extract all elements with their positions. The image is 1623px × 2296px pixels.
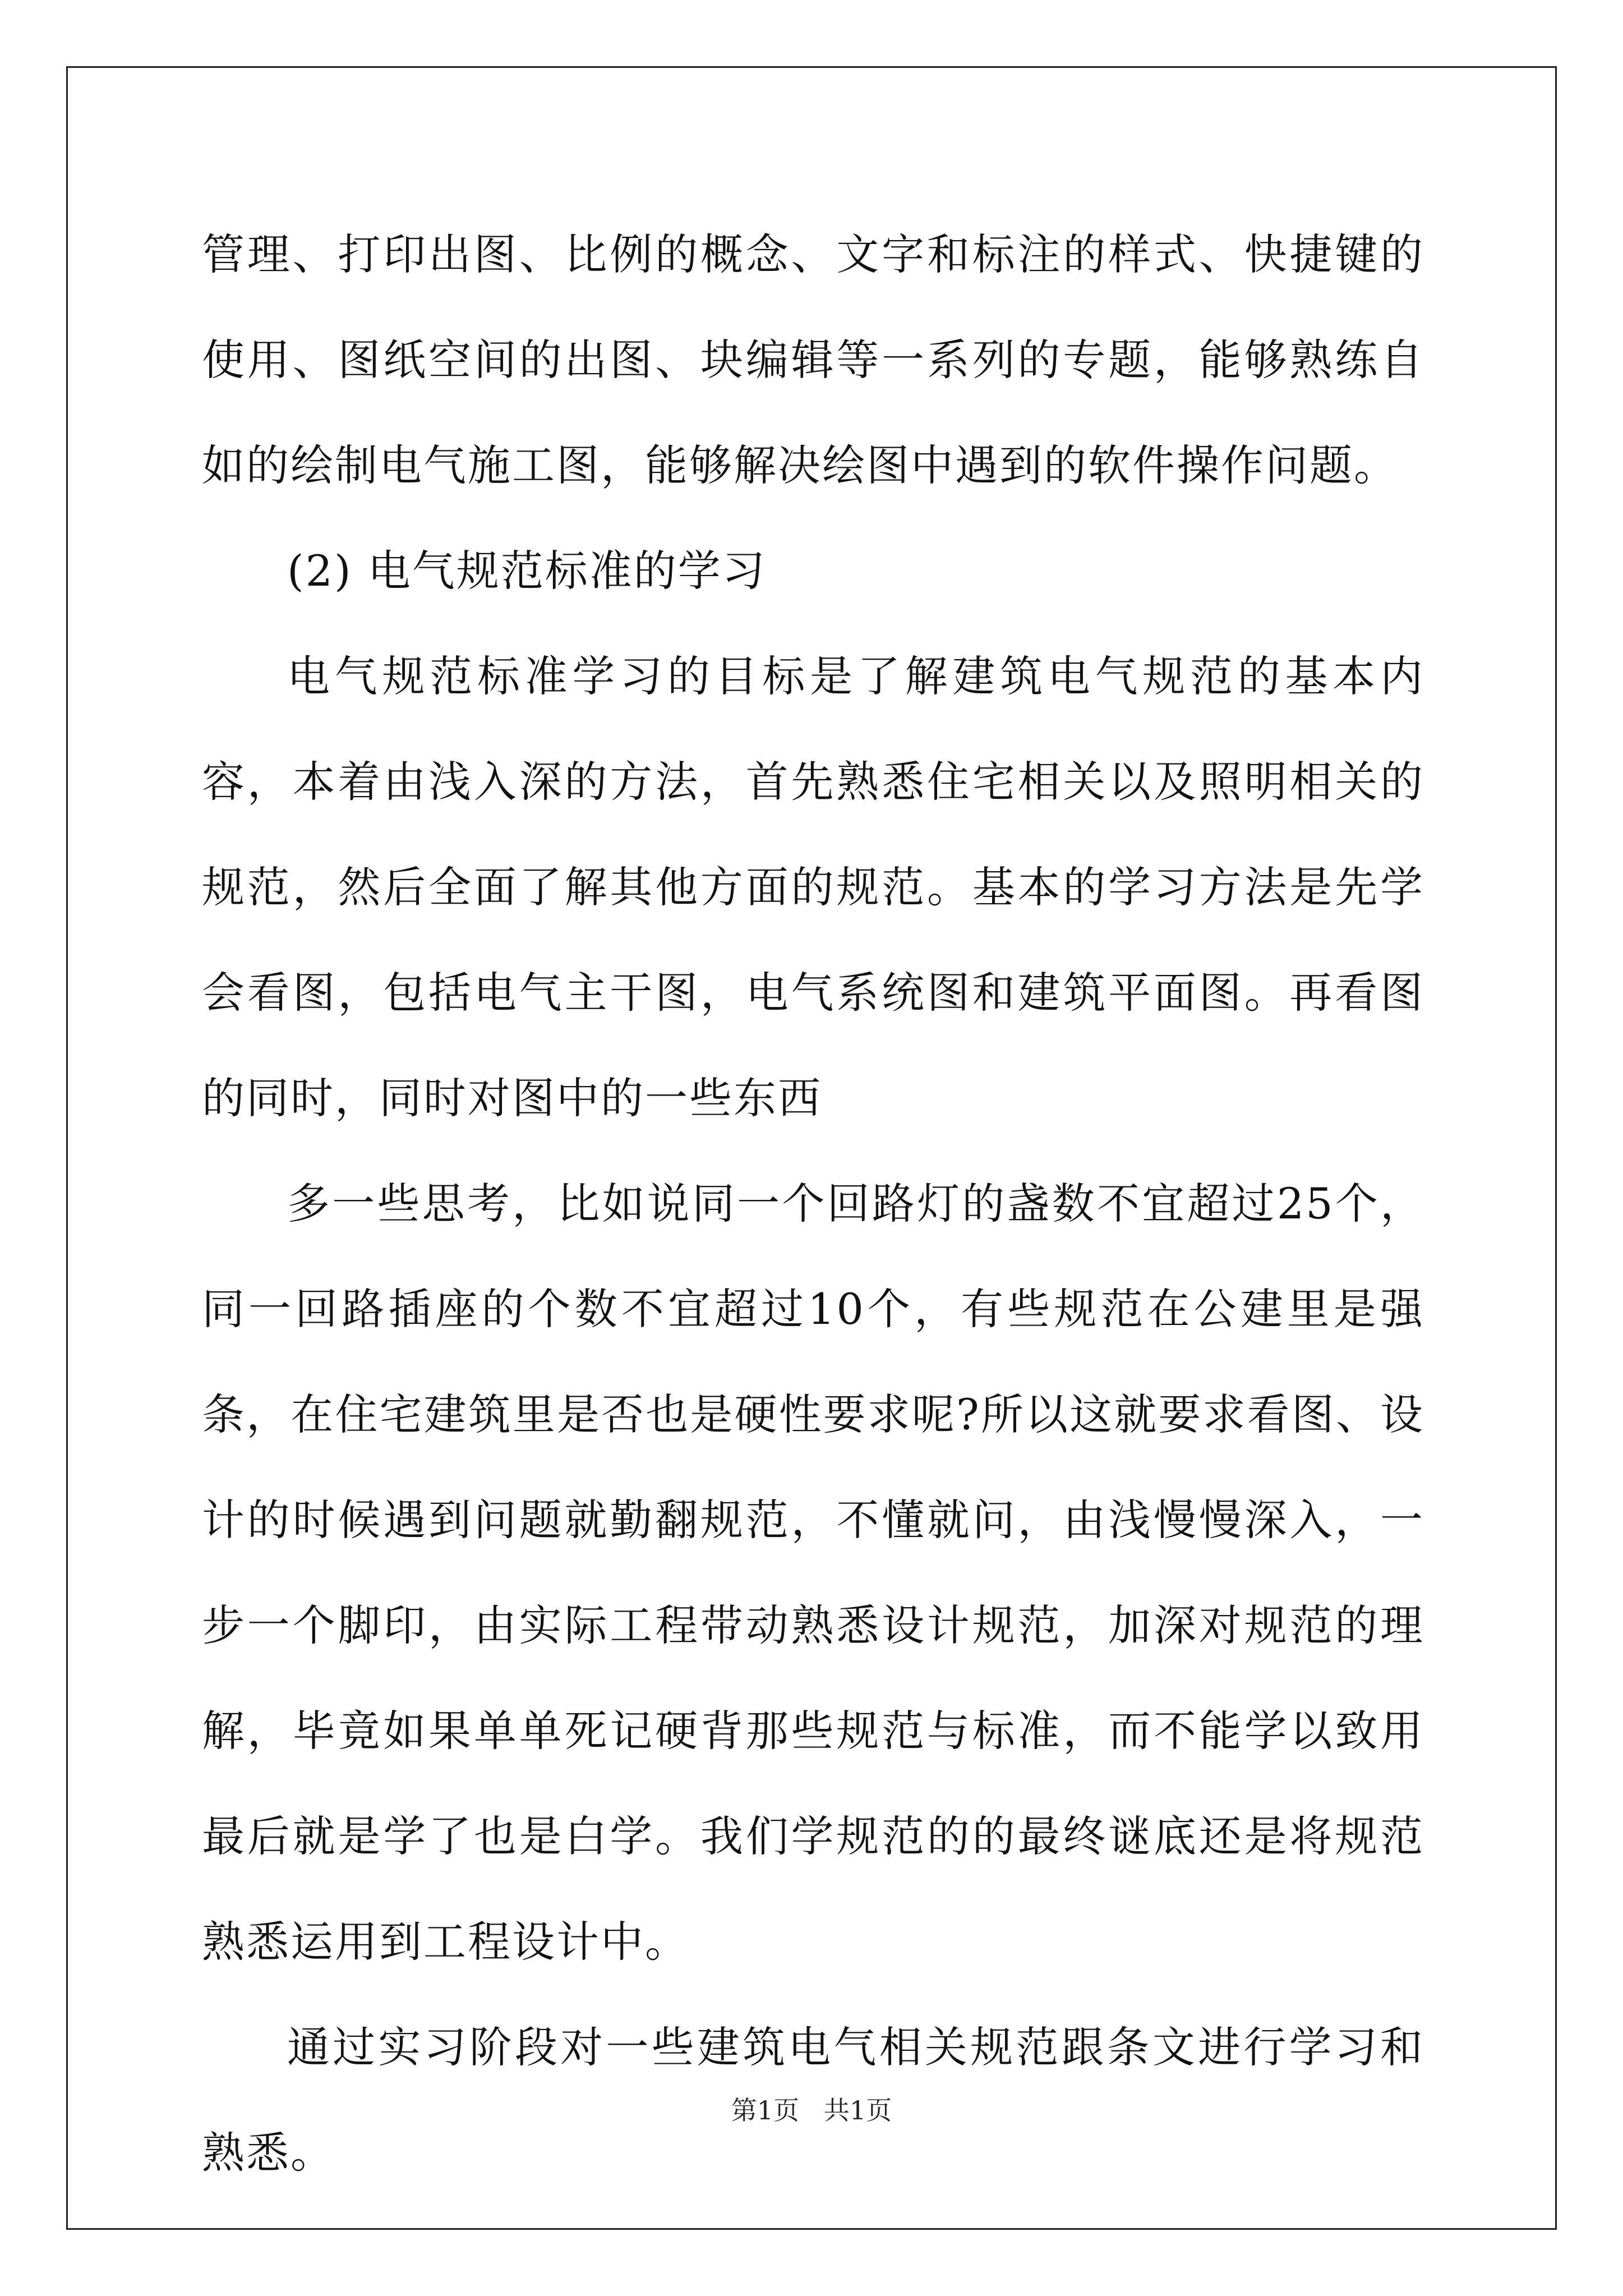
paragraph-3: 多一些思考，比如说同一个回路灯的盏数不宜超过25个，同一回路插座的个数不宜超过10个，有些规范在公建里是强条，在住宅建筑里是否也是硬性要求呢?所以这就要求看图、设计的时候遇到问题就勤翻规范，不懂就问，由浅慢慢深入，一步一个脚印，由实际工程带动熟悉设计规范，加深对规范的理解，毕竟如果单单死记硬背那些规范与标准，而不能学以致用最后就是学了也是白学。我们学规范的的最终谜底还是将规范熟悉运用到工程设计中。 — [202, 1179, 1424, 1967]
page-footer: 第1页 共1页 — [731, 2095, 892, 2125]
section-heading: (2) 电气规范标准的学习 — [287, 546, 767, 596]
paragraph-4: 通过实习阶段对一些建筑电气相关规范跟条文进行学习和熟悉。 — [202, 2022, 1424, 2178]
paragraph-2: 电气规范标准学习的目标是了解建筑电气规范的基本内容，本着由浅入深的方法，首先熟悉住宅相关以及照明相关的规范，然后全面了解其他方面的规范。基本的学习方法是先学会看图，包括电气主干图，电气系统图和建筑平面图。再看图的同时，同时对图中的一些东西 — [202, 651, 1424, 1123]
paragraph-1: 管理、打印出图、比例的概念、文字和标注的样式、快捷键的使用、图纸空间的出图、块编辑等一系列的专题，能够熟练自如的绘制电气施工图，能够解决绘图中遇到的软件操作问题。 — [202, 229, 1424, 490]
document-body — [202, 202, 1424, 2206]
